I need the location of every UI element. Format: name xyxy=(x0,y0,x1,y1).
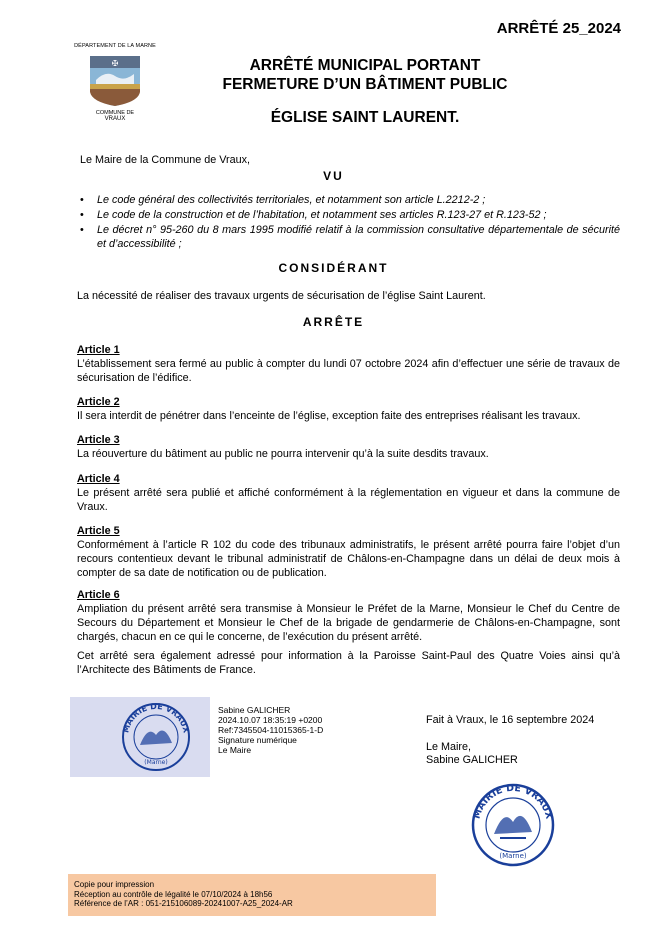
signature-line: 2024.10.07 18:35:19 +0200 xyxy=(218,715,323,725)
svg-text:MAIRIE DE VRAUX: MAIRIE DE VRAUX xyxy=(121,701,191,734)
considerant-text: La nécessité de réaliser des travaux urgents de sécurisation de l’église Saint Laurent. xyxy=(77,290,486,302)
title-line-1: ARRÊTÉ MUNICIPAL PORTANT xyxy=(249,57,481,74)
signature-line: Ref:7345504-11015365-1-D xyxy=(218,725,324,735)
signatory xyxy=(426,741,518,767)
signatory-name: Sabine GALICHER xyxy=(426,754,518,766)
department-label: DÉPARTEMENT DE LA MARNE xyxy=(74,43,156,49)
article-title: Article 3 xyxy=(77,434,120,446)
page-title xyxy=(150,56,580,94)
article-title: Article 2 xyxy=(77,396,120,408)
document-reference: ARRÊTÉ 25_2024 xyxy=(496,20,621,37)
signature-line: Sabine GALICHER xyxy=(218,705,291,715)
article-title: Article 4 xyxy=(77,473,120,485)
article-text: Le présent arrêté sera publié et affiché conformément à la réglementation en vigueur et dans la commune de Vraux. xyxy=(77,487,620,513)
mairie-stamp-icon xyxy=(470,782,556,868)
section-heading-considerant: CONSIDÉRANT xyxy=(278,261,389,275)
article-text: La réouverture du bâtiment au public ne pourra intervenir qu’à la suite desdits travaux. xyxy=(77,448,489,460)
signature-line: Signature numérique xyxy=(218,735,297,745)
intro-text: Le Maire de la Commune de Vraux, xyxy=(80,154,251,166)
article-1 xyxy=(77,343,620,385)
commune-logo xyxy=(74,43,156,122)
footer-line: Référence de l’AR : 051-215106089-20241007-A25_2024-AR xyxy=(74,899,293,908)
article-title: Article 1 xyxy=(77,344,120,356)
stamp-subtext: (Marne) xyxy=(499,852,527,860)
article-5 xyxy=(77,524,620,580)
vu-list xyxy=(78,193,620,252)
signature-line: Le Maire xyxy=(218,745,252,755)
footer-line: Copie pour impression xyxy=(74,880,155,889)
signatory-role: Le Maire, xyxy=(426,741,472,753)
coat-of-arms-icon xyxy=(86,52,144,108)
svg-text:✠: ✠ xyxy=(111,59,119,68)
commune-label: COMMUNE DE xyxy=(95,110,135,116)
article-text: Conformément à l’article R 102 du code des tribunaux administratifs, le présent arrêté pourra faire l’objet d’un recours contentieux devant le tribunal administratif de Châlons-en-Champagne dans un délai de deux mois à compter de sa date de notification ou de publication. xyxy=(77,539,620,579)
commune-name: VRAUX xyxy=(104,116,126,122)
stamp-text: MAIRIE DE VRAUX xyxy=(471,782,555,821)
article-title: Article 6 xyxy=(77,589,120,601)
closing-text: Cet arrêté sera également adressé pour information à la Paroisse Saint-Paul des Quatre Voies ainsi qu’à l’Architecte des Bâtiments de France. xyxy=(77,650,620,676)
section-heading-arrete: ARRÊTE xyxy=(302,315,365,329)
signature-metadata xyxy=(218,705,323,755)
place-date: Fait à Vraux, le 16 septembre 2024 xyxy=(426,714,595,726)
article-3 xyxy=(77,433,620,461)
article-6 xyxy=(77,588,620,644)
article-2 xyxy=(77,395,620,423)
legality-footer xyxy=(68,874,436,916)
article-text: Ampliation du présent arrêté sera transmise à Monsieur le Préfet de la Marne, Monsieur le Chef du Centre de Secours du Département et Monsieur le Chef de la brigade de gendarmerie de Châlons-en-Champagne, sont chargés, chacun en ce qui le concerne, de l’exécution du présent arrêté. xyxy=(77,603,620,643)
footer-line: Réception au contrôle de légalité le 07/10/2024 à 18h56 xyxy=(74,889,273,899)
article-title: Article 5 xyxy=(77,525,120,537)
article-text: L’établissement sera fermé au public à compter du lundi 07 octobre 2024 afin d’effectuer une série de travaux de sécurisation de l’édifice. xyxy=(77,358,620,384)
title-line-3: ÉGLISE SAINT LAURENT. xyxy=(270,109,460,126)
svg-text:MAIRIE DE VRAUX xyxy=(471,783,554,821)
digital-signature-box xyxy=(70,697,210,777)
svg-text:(Marne): (Marne) xyxy=(144,759,168,766)
stamp-icon xyxy=(70,697,210,777)
section-heading-vu: VU xyxy=(323,169,344,183)
title-line-2: FERMETURE D’UN BÂTIMENT PUBLIC xyxy=(222,76,508,93)
list-item: • Le code de la construction et de l’habitation, et notamment ses articles R.123-27 et R.123-52 ; xyxy=(78,208,620,222)
list-item: • Le code général des collectivités territoriales, et notamment son article L.2212-2 ; xyxy=(78,193,620,207)
article-4 xyxy=(77,472,620,514)
list-item: • Le décret n° 95-260 du 8 mars 1995 modifié relatif à la commission consultative départementale de sécurité et d’accessibilité ; xyxy=(78,223,620,251)
article-text: Il sera interdit de pénétrer dans l’enceinte de l’église, exception faite des entreprises réalisant les travaux. xyxy=(77,410,581,422)
